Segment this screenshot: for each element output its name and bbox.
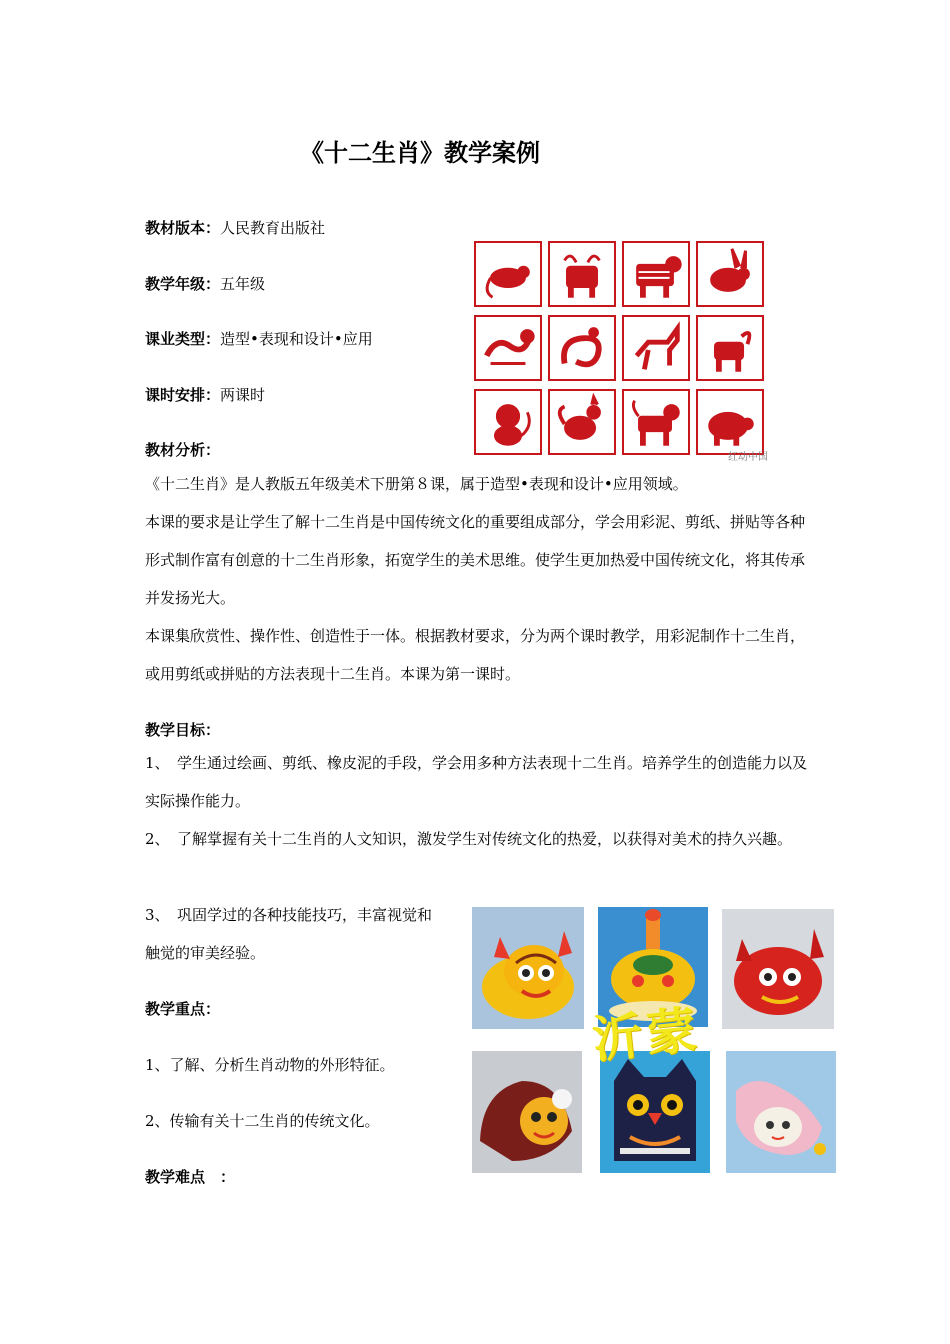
info-schedule-label: 课时安排： <box>145 386 221 404</box>
analysis-paragraph-2: 本课的要求是让学生了解十二生肖是中国传统文化的重要组成部分，学会用彩泥、剪纸、拼贴等各种形式制作富有创意的十二生肖形象，拓宽学生的美术思维。使学生更加热爱中国传统文化，将其传承并发扬光大。 <box>145 513 806 607</box>
zodiac-tile-horse <box>622 315 690 381</box>
zodiac-tile-monkey <box>474 389 542 455</box>
key-points-heading: 教学重点： <box>145 1000 221 1018</box>
tiger-shoes-photo <box>472 1051 582 1173</box>
info-type <box>145 328 373 349</box>
yimeng-sticker-text: 沂蒙 <box>589 1000 704 1070</box>
zodiac-tile-pig <box>696 389 764 455</box>
zodiac-tile-dog <box>622 389 690 455</box>
info-edition <box>145 217 325 238</box>
zodiac-tile-goat <box>696 315 764 381</box>
objective-item-2: 2、 了解掌握有关十二生肖的人文知识，激发学生对传统文化的热爱，以获得对美术的持久兴趣。 <box>145 830 793 848</box>
zodiac-papercut-image <box>470 237 770 465</box>
objective-item-3: 3、 巩固学过的各种技能技巧，丰富视觉和触觉的审美经验。 <box>145 906 433 962</box>
zodiac-tile-rooster <box>548 389 616 455</box>
objectives-heading: 教学目标： <box>145 721 221 739</box>
objective-item-1: 1、 学生通过绘画、剪纸、橡皮泥的手段，学会用多种方法表现十二生肖。培养学生的创造能力以及实际操作能力。 <box>145 754 808 810</box>
folk-craft-photos <box>470 905 836 1173</box>
zodiac-tile-dragon <box>474 315 542 381</box>
info-grade-label: 教学年级： <box>145 275 221 293</box>
analysis-paragraph-3: 本课集欣赏性、操作性、创造性于一体。根据教材要求，分为两个课时教学，用彩泥制作十二生肖，或用剪纸或拼贴的方法表现十二生肖。本课为第一课时。 <box>145 627 806 683</box>
info-type-value: 造型•表现和设计•应用 <box>220 330 373 348</box>
zodiac-tile-rabbit <box>696 241 764 307</box>
key-point-item-1: 1、了解、分析生肖动物的外形特征。 <box>145 1056 395 1074</box>
red-tiger-pillow-photo <box>722 909 834 1029</box>
zodiac-tile-tiger <box>622 241 690 307</box>
info-grade-value: 五年级 <box>220 275 266 293</box>
info-type-label: 课业类型： <box>145 330 221 348</box>
tiger-pillow-photo <box>472 907 584 1029</box>
zodiac-tile-snake <box>548 315 616 381</box>
key-point-item-2: 2、传输有关十二生肖的传统文化。 <box>145 1112 380 1130</box>
zodiac-tile-ox <box>548 241 616 307</box>
papercut-watermark: 红动中国 <box>728 452 768 463</box>
tiger-slipper-photo <box>726 1051 836 1173</box>
analysis-paragraph-1: 《十二生肖》是人教版五年级美术下册第８课，属于造型•表现和设计•应用领域。 <box>145 475 688 493</box>
info-schedule <box>145 384 265 405</box>
info-grade <box>145 273 265 294</box>
info-edition-label: 教材版本： <box>145 219 221 237</box>
zodiac-tile-rat <box>474 241 542 307</box>
info-schedule-value: 两课时 <box>220 386 266 404</box>
info-edition-value: 人民教育出版社 <box>220 219 326 237</box>
document-title: 《十二生肖》教学案例 <box>300 139 540 167</box>
difficulty-heading: 教学难点 ： <box>145 1168 236 1186</box>
analysis-heading: 教材分析： <box>145 441 221 459</box>
